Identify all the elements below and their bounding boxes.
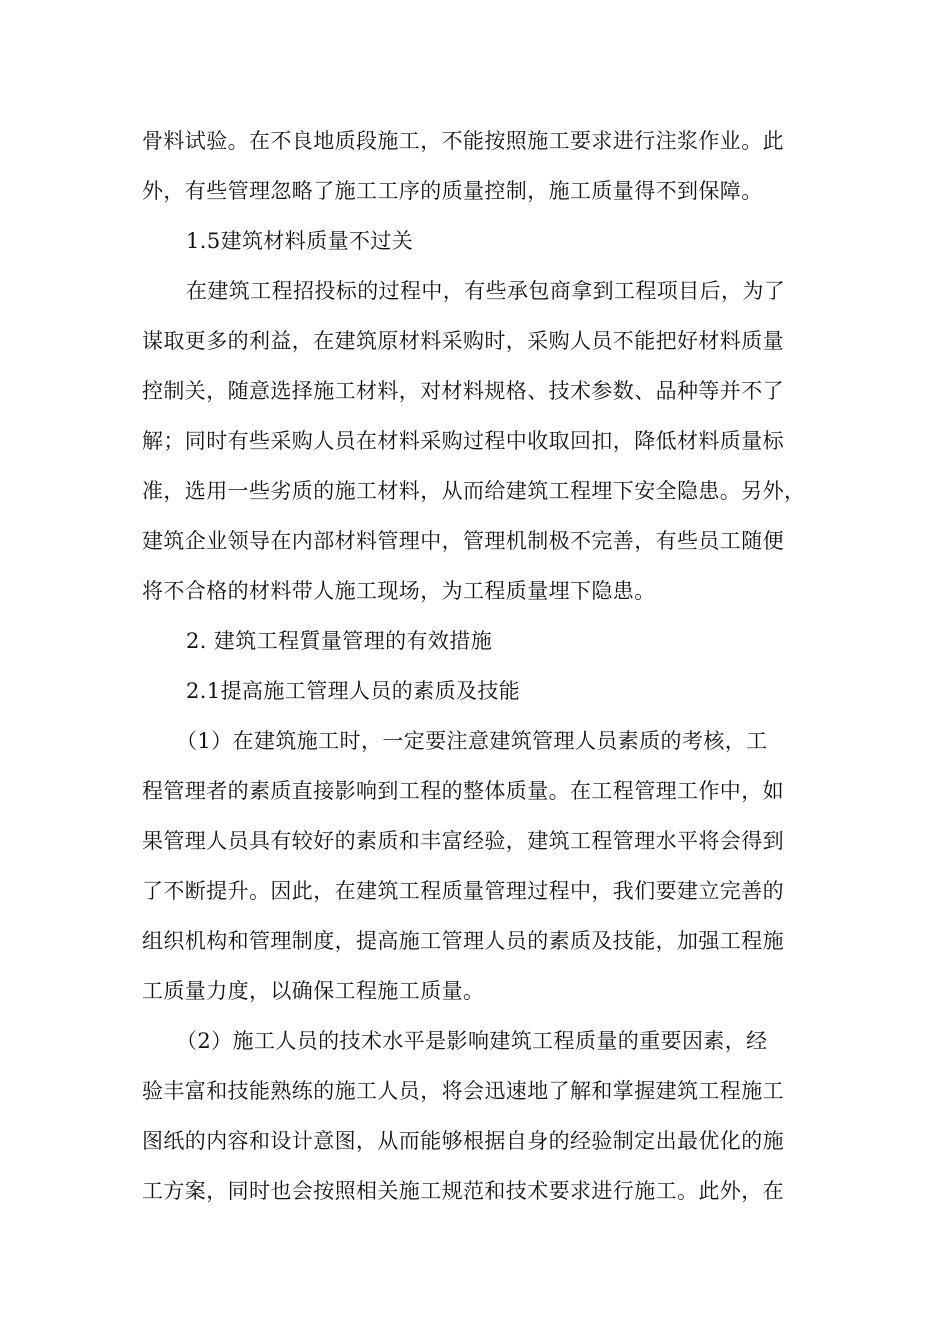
paragraph-line: （1）在建筑施工时，一定要注意建筑管理人员素质的考核，工 xyxy=(176,729,768,753)
paragraph-line: 在建筑工程招投标的过程中，有些承包商拿到工程项目后，为了 xyxy=(186,279,786,303)
paragraph-line: 外，有些管理忽略了施工工序的质量控制，施工质量得不到保障。 xyxy=(142,179,763,203)
paragraph-line: 解；同时有些采购人员在材料采购过程中收取回扣，降低材料质量标 xyxy=(142,429,784,453)
paragraph-line: 了不断提升。因此，在建筑工程质量管理过程中，我们要建立完善的 xyxy=(142,879,784,903)
paragraph-line: 果管理人员具有较好的素质和丰富经验，建筑工程管理水平将会得到 xyxy=(142,829,784,853)
paragraph-line: 组织机构和管理制度，提高施工管理人员的素质及技能，加强工程施 xyxy=(142,929,784,953)
paragraph-line: 图纸的内容和设计意图，从而能够根据自身的经验制定出最优化的施 xyxy=(142,1129,784,1153)
paragraph-line: 将不合格的材料带人施工现场，为工程质量埋下隐患。 xyxy=(142,579,656,603)
paragraph-line: 建筑企业领导在内部材料管理中，管理机制极不完善，有些员工随便 xyxy=(142,529,784,553)
section-heading: 2. 建筑工程質量管理的有效措施 xyxy=(186,629,493,653)
paragraph-line: 准，选用一些劣质的施工材料，从而给建筑工程埋下安全隐患。另外， xyxy=(142,479,806,503)
paragraph-line: 工质量力度，以确保工程施工质量。 xyxy=(142,979,485,1003)
paragraph-line: 工方案，同时也会按照相关施工规范和技术要求进行施工。此外，在 xyxy=(142,1179,784,1203)
subsection-heading: 2.1提高施工管理人员的素质及技能 xyxy=(186,679,521,703)
paragraph-line: 验丰富和技能熟练的施工人员，将会迅速地了解和掌握建筑工程施工 xyxy=(142,1079,784,1103)
paragraph-line: （2）施工人员的技术水平是影响建筑工程质量的重要因素，经 xyxy=(176,1029,768,1053)
paragraph-line: 骨料试验。在不良地质段施工，不能按照施工要求进行注浆作业。此 xyxy=(142,129,784,153)
section-heading: 1.5建筑材料质量不过关 xyxy=(186,229,414,253)
paragraph-line: 谋取更多的利益，在建筑原材料采购时，采购人员不能把好材料质量 xyxy=(142,329,784,353)
paragraph-line: 程管理者的素质直接影响到工程的整体质量。在工程管理工作中，如 xyxy=(142,779,784,803)
paragraph-line: 控制关，随意选择施工材料，对材料规格、技术参数、品种等并不了 xyxy=(142,379,784,403)
